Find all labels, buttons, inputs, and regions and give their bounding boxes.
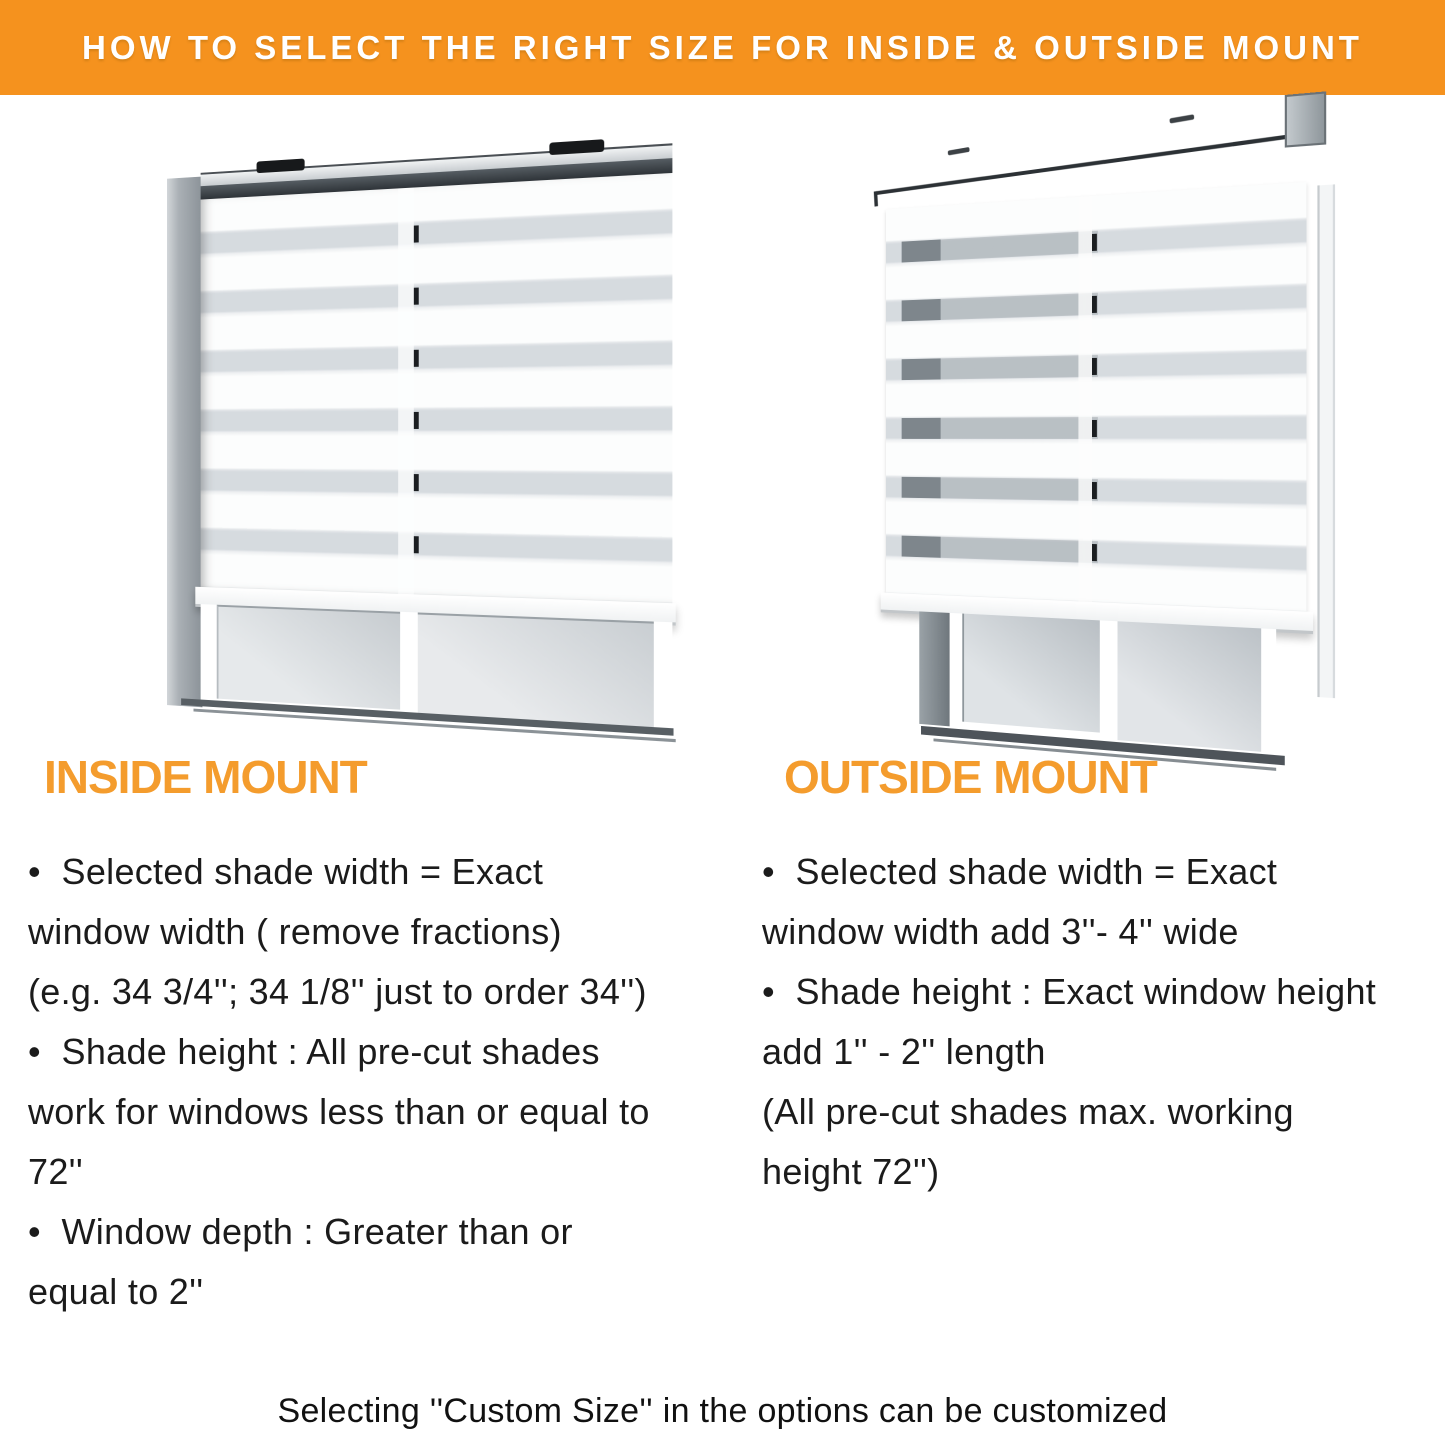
note-line: (All pre-cut shades max. working (762, 1091, 1294, 1132)
mullion-shadow-dashes (1092, 196, 1097, 603)
window-jamb (167, 177, 202, 708)
mullion-shadow-dashes (414, 187, 419, 594)
note-line: equal to 2'' (28, 1271, 204, 1312)
zebra-shade (201, 173, 673, 603)
window-pane-right (1118, 621, 1262, 752)
mounting-bracket (1285, 91, 1326, 147)
note-line: window width add 3''- 4'' wide (762, 911, 1239, 952)
note-line: • Shade height : Exact window height (762, 971, 1377, 1012)
window-mullion-behind-shade (398, 188, 414, 595)
note-line: height 72'') (762, 1151, 940, 1192)
window-glass-behind-shade (941, 196, 1098, 603)
note-line: work for windows less than or equal to (28, 1091, 650, 1132)
custom-size-note: Selecting ''Custom Size'' in the options can be customized (277, 1392, 1168, 1430)
note-line: • Selected shade width = Exact (762, 851, 1278, 892)
window-mullion-behind-shade (1078, 196, 1092, 602)
banner-title: HOW TO SELECT THE RIGHT SIZE FOR INSIDE & OUTSIDE MOUNT (82, 28, 1363, 66)
outside-mount-illustration (852, 112, 1332, 762)
note-line: add 1'' - 2'' length (762, 1031, 1046, 1072)
inside-mount-heading: INSIDE MOUNT (44, 751, 367, 803)
inside-mount-notes (28, 842, 718, 1322)
note-line: 72'' (28, 1151, 83, 1192)
wall-screw-mark-icon (1169, 114, 1194, 123)
note-line: (e.g. 34 3/4''; 34 1/8'' just to order 34'') (28, 971, 647, 1012)
note-line: • Selected shade width = Exact (28, 851, 544, 892)
side-channel (1317, 184, 1335, 698)
outside-mount-scene (872, 90, 1342, 784)
note-line: window width ( remove fractions) (28, 911, 562, 952)
inside-mount-illustration (148, 150, 663, 730)
inside-mount-scene (167, 133, 672, 748)
note-line: • Shade height : All pre-cut shades (28, 1031, 600, 1072)
outside-mount-notes (762, 842, 1445, 1202)
window-pane-left (217, 605, 400, 710)
banner (0, 0, 1445, 95)
wall-screw-mark-icon (948, 147, 970, 156)
window-pane-right (418, 612, 654, 729)
note-line: • Window depth : Greater than or (28, 1211, 573, 1252)
outside-mount-heading: OUTSIDE MOUNT (784, 751, 1157, 803)
window-opening-behind-shade (902, 206, 941, 595)
window-pane-left (962, 614, 1100, 733)
window-jamb (919, 611, 949, 726)
